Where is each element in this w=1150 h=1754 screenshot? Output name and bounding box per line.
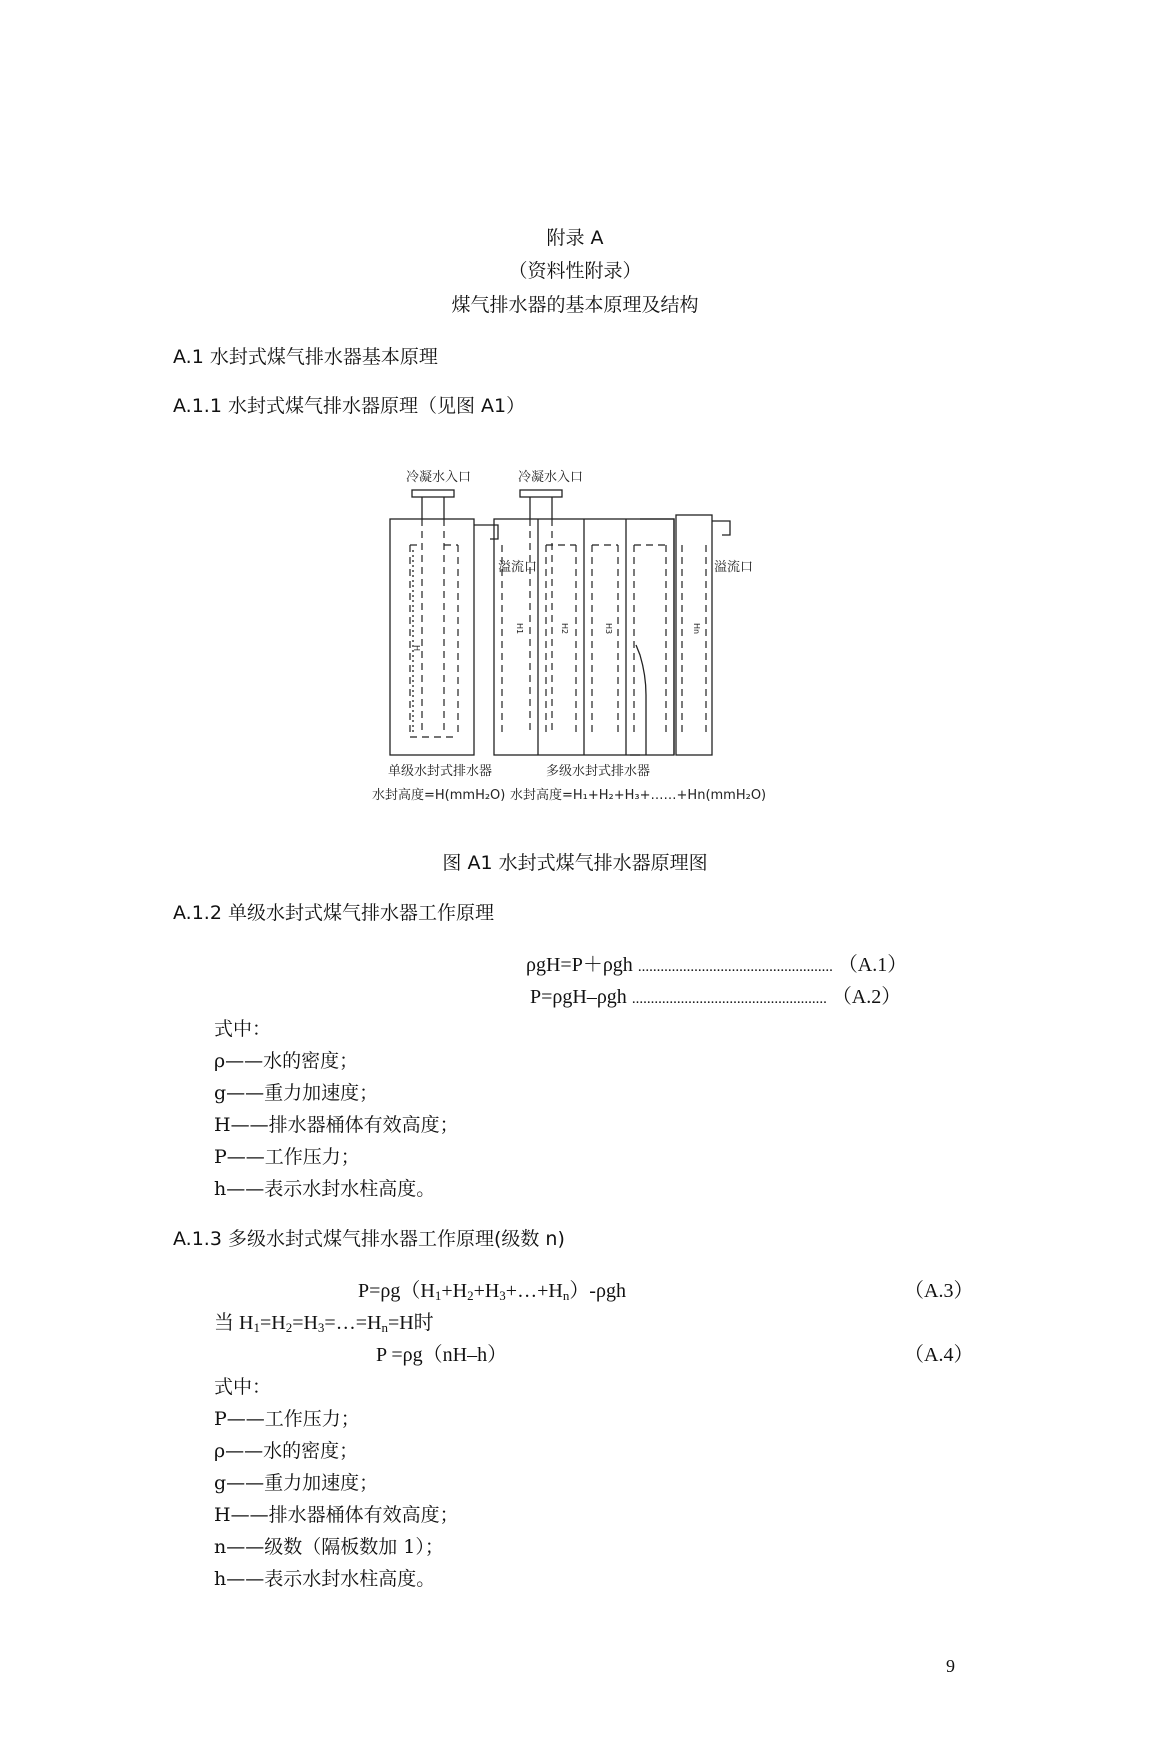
equation-a2-leader: .................................................... xyxy=(631,991,827,1007)
equation-a1-expr: ρgH=P＋ρgh xyxy=(526,954,633,976)
multi-def-H: H——排水器桶体有效高度； xyxy=(214,1504,459,1526)
multi-hn-mark: Hn xyxy=(692,623,701,635)
when-part: =H时 xyxy=(387,1312,434,1334)
single-drum xyxy=(390,519,474,755)
multi-overflow-pipe xyxy=(712,521,730,535)
equal-heights-condition xyxy=(214,1306,434,1336)
single-caption: 单级水封式排水器 xyxy=(388,764,493,779)
when-part: =H xyxy=(292,1312,318,1334)
page-number: 9 xyxy=(946,1656,955,1676)
single-def-rho: ρ——水的密度； xyxy=(214,1050,359,1072)
single-def-P: P——工作压力； xyxy=(214,1146,360,1168)
equation-a1-number: （A.1） xyxy=(837,954,908,976)
multi-inlet-flange xyxy=(520,490,562,497)
eq3-sub3: 3 xyxy=(499,1288,506,1303)
section-a11-heading: A.1.1 水封式煤气排水器原理（见图 A1） xyxy=(173,395,526,417)
equation-a3 xyxy=(358,1274,626,1304)
when-part: =H xyxy=(259,1312,286,1334)
section-a1-heading: A.1 水封式煤气排水器基本原理 xyxy=(173,346,438,368)
appendix-type: （资料性附录） xyxy=(508,260,642,282)
when-sub1: 1 xyxy=(253,1320,260,1335)
single-def-H: H——排水器桶体有效高度； xyxy=(214,1114,459,1136)
multi-overflow-label: 溢流口 xyxy=(714,560,754,575)
single-overflow-label: 溢流口 xyxy=(498,560,538,575)
multi-h1-mark: H1 xyxy=(515,623,524,635)
single-def-g: g——重力加速度； xyxy=(214,1082,379,1104)
equation-a3-number: （A.3） xyxy=(904,1280,974,1302)
eq3-part: +H xyxy=(473,1280,500,1302)
figure-a1-diagram xyxy=(370,455,810,815)
eq3-part: +…+H xyxy=(505,1280,563,1302)
multi-def-P: P——工作压力； xyxy=(214,1408,360,1430)
multi-height-formula: 水封高度=H₁+H₂+H₃+……+Hn(mmH₂O) xyxy=(510,788,767,803)
section-a13-heading: A.1.3 多级水封式煤气排水器工作原理(级数 n) xyxy=(173,1228,565,1250)
equation-a1-leader: .................................................... xyxy=(637,959,833,975)
eq3-part: +H xyxy=(441,1280,468,1302)
multi-h2-mark: H2 xyxy=(560,623,569,635)
when-part: =…=H xyxy=(324,1312,382,1334)
equation-a4: P =ρg（nH–h） xyxy=(376,1344,508,1366)
when-subn: n xyxy=(381,1320,388,1335)
multi-def-n: n——级数（隔板数加 1）； xyxy=(214,1536,444,1558)
single-inlet-label: 冷凝水入口 xyxy=(406,470,472,485)
single-inlet-flange xyxy=(412,490,454,497)
equation-a1 xyxy=(526,948,907,977)
single-height-formula: 水封高度=H(mmH₂O) xyxy=(372,788,506,803)
section-a12-heading: A.1.2 单级水封式煤气排水器工作原理 xyxy=(173,902,494,924)
single-height-mark: H xyxy=(412,645,421,652)
multi-def-h: h——表示水封水柱高度。 xyxy=(214,1568,436,1590)
equation-a2-number: （A.2） xyxy=(831,986,902,1008)
single-def-h: h——表示水封水柱高度。 xyxy=(214,1178,436,1200)
multi-caption: 多级水封式排水器 xyxy=(546,764,651,779)
multi-def-rho: ρ——水的密度； xyxy=(214,1440,359,1462)
multi-where-label: 式中： xyxy=(214,1376,272,1398)
when-part: 当 H xyxy=(214,1312,254,1334)
appendix-title: 煤气排水器的基本原理及结构 xyxy=(451,294,699,316)
eq3-part: P=ρg（H xyxy=(358,1280,435,1302)
eq3-subn: n xyxy=(562,1288,570,1303)
eq3-sub1: 1 xyxy=(434,1288,442,1303)
appendix-label: 附录 A xyxy=(546,227,604,249)
equation-a2-expr: P=ρgH–ρgh xyxy=(530,986,627,1008)
eq3-part: ）-ρgh xyxy=(569,1280,626,1302)
multi-def-g: g——重力加速度； xyxy=(214,1472,379,1494)
figure-caption: 图 A1 水封式煤气排水器原理图 xyxy=(442,852,708,874)
multi-inlet-label: 冷凝水入口 xyxy=(518,470,584,485)
multi-h3-mark: H3 xyxy=(604,623,613,635)
single-where-label: 式中： xyxy=(214,1018,272,1040)
when-sub3: 3 xyxy=(317,1320,325,1335)
equation-a2 xyxy=(530,980,901,1009)
equation-a4-number: （A.4） xyxy=(904,1344,974,1366)
when-sub2: 2 xyxy=(285,1320,293,1335)
eq3-sub2: 2 xyxy=(467,1288,474,1303)
